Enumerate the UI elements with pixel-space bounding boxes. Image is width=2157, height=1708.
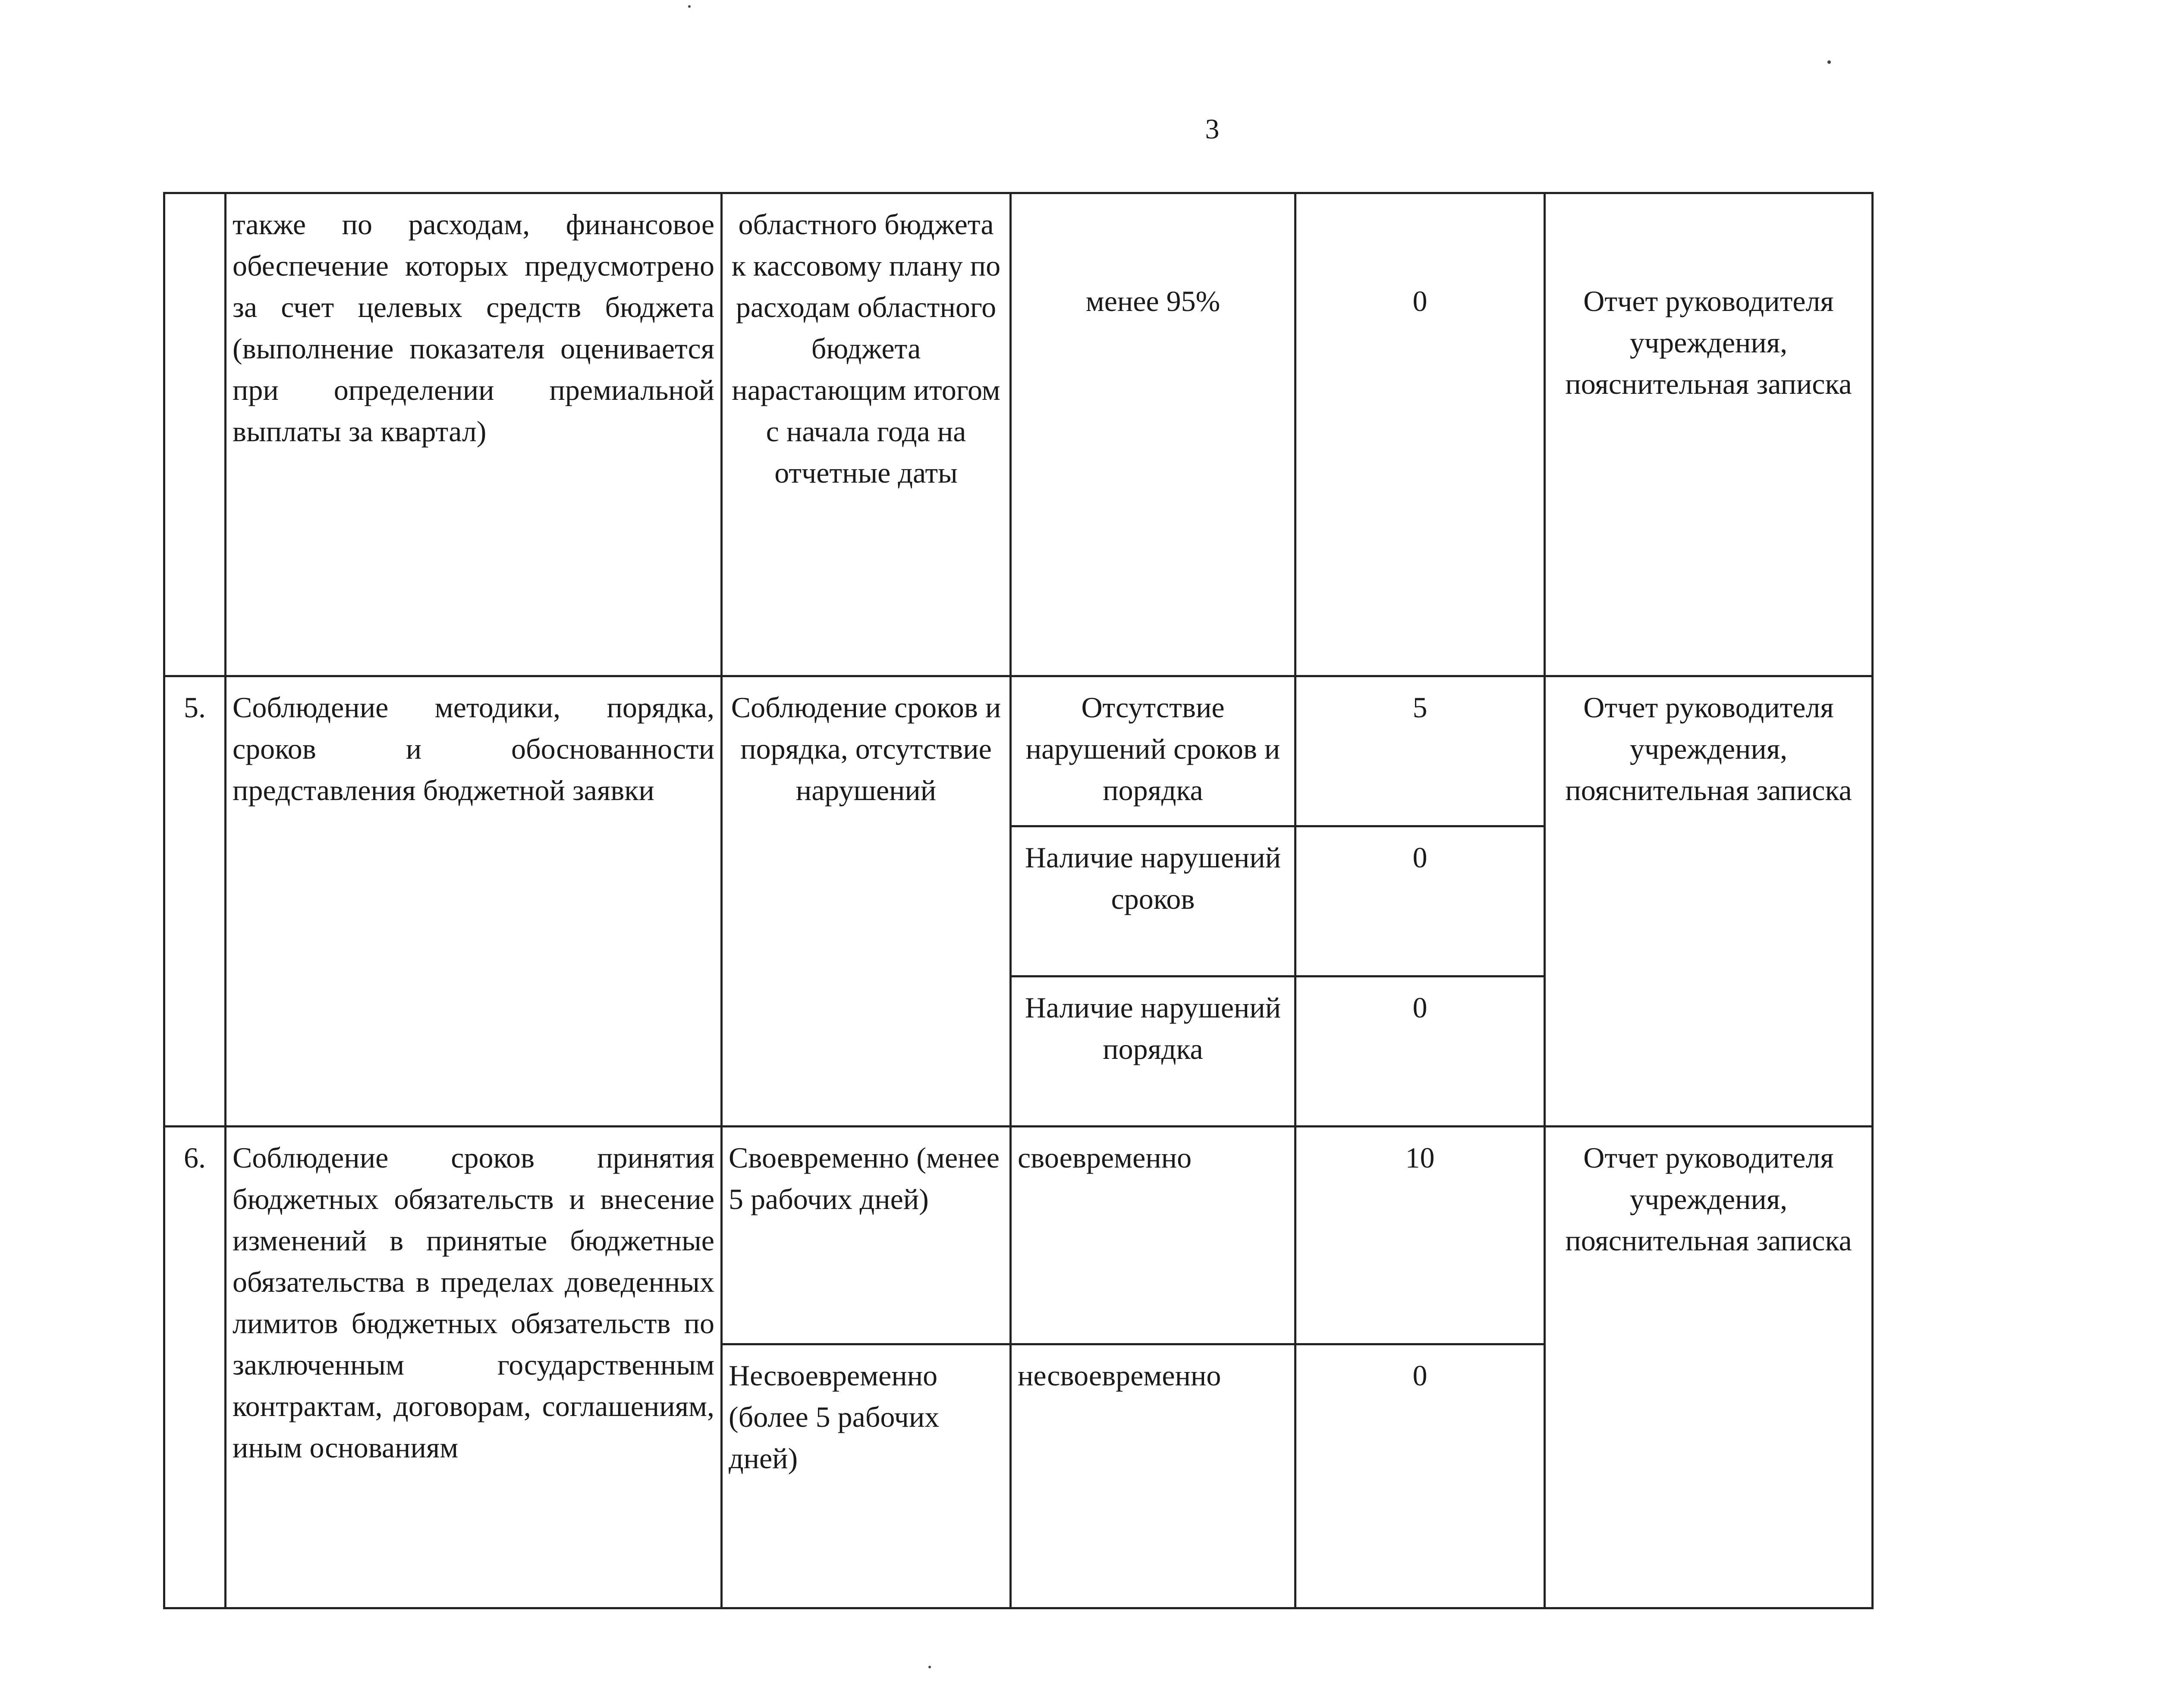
value-cell: своевременно xyxy=(1011,1127,1295,1344)
indicator-cell: Соблюдение сроков и порядка, отсутствие нарушений xyxy=(722,676,1011,1127)
value-cell: Наличие нарушений порядка xyxy=(1011,976,1295,1127)
table-row xyxy=(164,676,1873,826)
source-cell: Отчет руководителя учреждения, пояснительная записка xyxy=(1545,1127,1873,1608)
score-cell: 0 xyxy=(1295,1344,1545,1608)
value-cell: менее 95% xyxy=(1011,193,1295,676)
value-cell: Отсутствие нарушений сроков и порядка xyxy=(1011,676,1295,826)
score-cell: 0 xyxy=(1295,826,1545,976)
page-number: 3 xyxy=(1205,113,1220,145)
indicator-cell: Своевременно (менее 5 рабочих дней) xyxy=(722,1127,1011,1344)
scan-speck xyxy=(688,5,691,8)
score-cell: 0 xyxy=(1295,193,1545,676)
criterion-cell: Соблюдение методики, порядка, сроков и обоснованности представления бюджетной заявки xyxy=(226,676,722,1127)
criterion-cell: также по расходам, финансовое обеспечение которых предусмотрено за счет целевых средств бюджета (выполнение показателя оценивается при определении премиальной выплаты за квартал) xyxy=(226,193,722,676)
criterion-cell: Соблюдение сроков принятия бюджетных обязательств и внесение изменений в принятые бюджетные обязательства в пределах доведенных лимитов бюджетных обязательств по заключенным государственным контрактам, договорам, соглашениям, иным основаниям xyxy=(226,1127,722,1608)
score-cell: 5 xyxy=(1295,676,1545,826)
scan-speck xyxy=(928,1666,931,1668)
table-row xyxy=(164,193,1873,676)
row-number: 6. xyxy=(164,1127,226,1608)
table-row xyxy=(164,1127,1873,1344)
score-cell: 10 xyxy=(1295,1127,1545,1344)
indicator-cell: областного бюджета к кассовому плану по расходам областного бюджета нарастающим итогом с начала года на отчетные даты xyxy=(722,193,1011,676)
row-number: 5. xyxy=(164,676,226,1127)
score-cell: 0 xyxy=(1295,976,1545,1127)
source-cell: Отчет руководителя учреждения, пояснительная записка xyxy=(1545,193,1873,676)
scan-speck xyxy=(1827,60,1831,64)
value-cell: Наличие нарушений сроков xyxy=(1011,826,1295,976)
source-cell: Отчет руководителя учреждения, пояснительная записка xyxy=(1545,676,1873,1127)
value-cell: несвоевременно xyxy=(1011,1344,1295,1608)
row-number xyxy=(164,193,226,676)
criteria-table xyxy=(163,192,1874,1609)
indicator-cell: Несвоевременно (более 5 рабочих дней) xyxy=(722,1344,1011,1608)
